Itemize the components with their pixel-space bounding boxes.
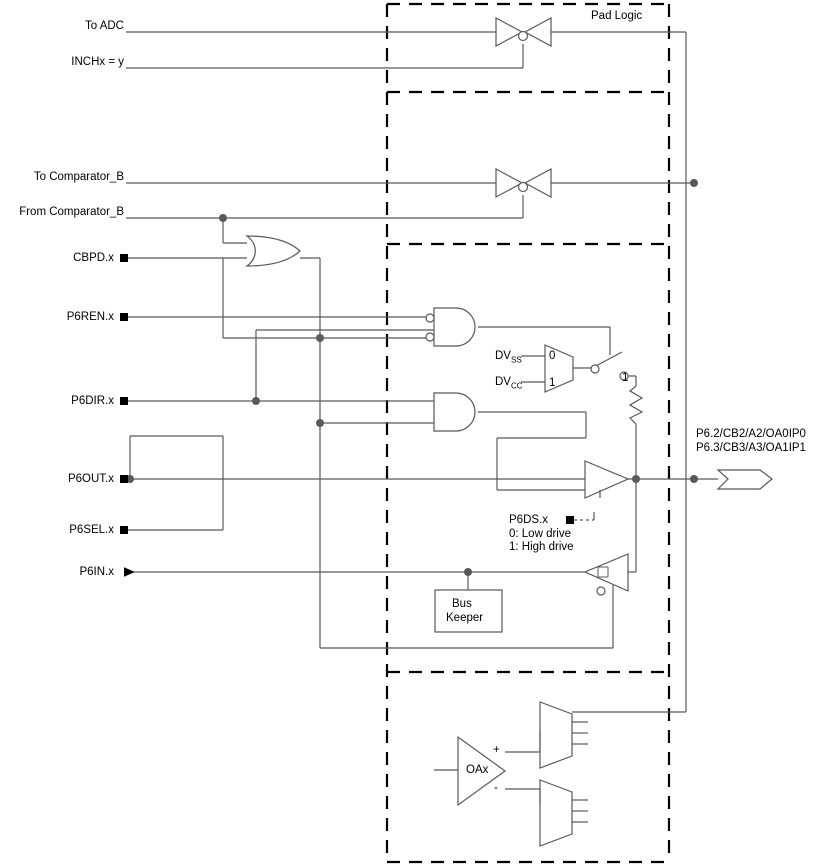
label-mux-in0: 0 — [549, 350, 556, 362]
label-to-comparator-b: To Comparator_B — [33, 171, 124, 183]
label-bus-keeper-line2: Keeper — [446, 612, 484, 624]
transmission-gate-comparator — [496, 169, 551, 197]
bus-keeper-box — [435, 590, 502, 632]
label-dvcc: $DV_{CC}$ — [495, 376, 523, 391]
or-gate-cbpd — [247, 236, 300, 266]
label-bus-keeper-line1: Bus — [452, 598, 472, 610]
label-mux-in1: 1 — [549, 377, 556, 389]
pad-symbol — [718, 470, 772, 489]
pullup-resistor — [630, 386, 642, 424]
label-cbpd-x: CBPD.x — [73, 252, 114, 264]
label-oax-plus: + — [493, 744, 500, 756]
label-pin-line1: P6.2/CB2/A2/OA0IP0 — [696, 428, 806, 440]
label-p6ds-high: 1: High drive — [509, 541, 574, 553]
label-p6ds-x: P6DS.x — [509, 514, 548, 526]
label-p6in-x: P6IN.x — [79, 566, 114, 578]
label-pin-line2: P6.3/CB3/A3/OA1IP1 — [696, 442, 806, 454]
output-buffer — [585, 461, 628, 498]
terminal-squares — [120, 254, 574, 534]
label-inchx: INCHx = y — [71, 56, 124, 68]
schmitt-trigger — [585, 554, 628, 595]
nand-gate-ren — [426, 308, 475, 346]
label-p6sel-x: P6SEL.x — [69, 524, 114, 536]
label-from-comparator-b: From Comparator_B — [19, 206, 124, 218]
mux-supply — [521, 345, 573, 392]
junction-dots — [126, 179, 698, 576]
label-dvss: $DV_{SS}$ — [495, 350, 522, 365]
label-pad-logic: Pad Logic — [591, 10, 643, 22]
label-p6dir-x: P6DIR.x — [71, 395, 114, 407]
label-oax-minus: - — [494, 782, 498, 794]
label-p6ds-low: 0: Low drive — [509, 528, 572, 540]
transmission-gate-adc — [496, 18, 551, 46]
and-gate-dir — [434, 393, 475, 431]
mux-oa-bottom — [540, 780, 588, 846]
pad-logic-boundary — [387, 4, 669, 862]
label-switch-1: 1 — [622, 372, 629, 384]
label-oax: OAx — [466, 764, 489, 776]
signal-wires — [126, 32, 718, 805]
label-to-adc: To ADC — [85, 20, 124, 32]
label-p6ren-x: P6REN.x — [66, 311, 114, 323]
label-p6out-x: P6OUT.x — [67, 473, 114, 485]
